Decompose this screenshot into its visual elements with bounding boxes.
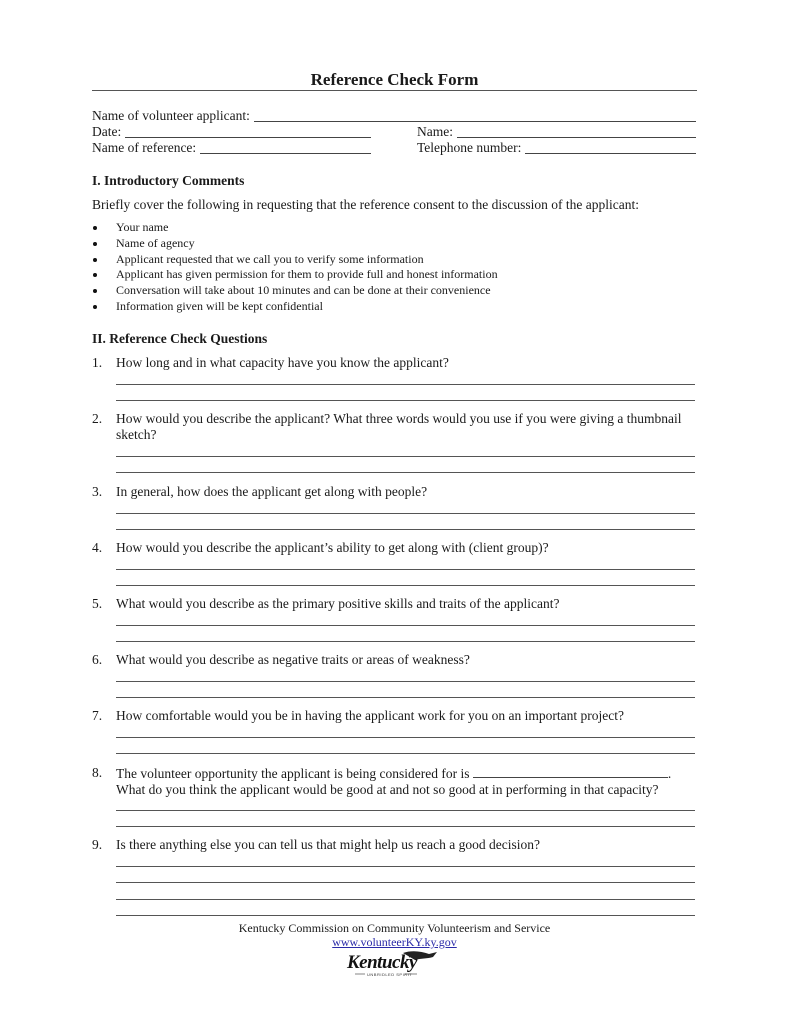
answer-line-q2-2[interactable]: [116, 472, 695, 473]
answer-line-q9-1[interactable]: [116, 866, 695, 867]
question-text: How comfortable would you be in having the applicant work for you on an important project?: [116, 708, 624, 723]
answer-line-q8-2[interactable]: [116, 826, 695, 827]
bullet-icon: [93, 242, 97, 246]
name-label: Name:: [417, 124, 453, 139]
question-text: What would you describe as the primary positive skills and traits of the applicant?: [116, 596, 560, 611]
kentucky-logo-icon: [345, 949, 445, 979]
question-number: 6.: [92, 652, 103, 667]
footer-website-link[interactable]: www.volunteerKY.ky.gov: [332, 935, 457, 949]
bullet-item: Conversation will take about 10 minutes and can be done at their convenience: [92, 283, 498, 299]
volunteer-opportunity-input[interactable]: [473, 765, 668, 778]
bullet-icon: [93, 305, 97, 309]
answer-line-q6-2[interactable]: [116, 697, 695, 698]
name-input[interactable]: [457, 125, 696, 138]
question-3: [92, 484, 697, 500]
volunteer-applicant-field[interactable]: [92, 108, 696, 124]
reference-name-field[interactable]: [92, 140, 371, 156]
footer-link-container: [92, 935, 697, 949]
date-label: Date:: [92, 124, 122, 139]
telephone-input[interactable]: [525, 141, 696, 154]
answer-line-q6-1[interactable]: [116, 681, 695, 682]
answer-line-q4-1[interactable]: [116, 569, 695, 570]
title-divider: [92, 90, 697, 91]
reference-name-input[interactable]: [200, 141, 371, 154]
question-1: [92, 355, 697, 371]
section-intro-text: Briefly cover the following in requesting that the reference consent to the discussion of the applicant:: [92, 197, 639, 212]
question-text: In general, how does the applicant get along with people?: [116, 484, 428, 499]
question-text: How long and in what capacity have you know the applicant?: [116, 355, 449, 370]
section-reference-questions-heading: II. Reference Check Questions: [92, 331, 268, 346]
answer-line-q8-1[interactable]: [116, 810, 695, 811]
question-7: [92, 708, 697, 724]
answer-line-q9-2[interactable]: [116, 882, 695, 883]
answer-line-q5-1[interactable]: [116, 625, 695, 626]
question-8: [92, 765, 697, 798]
answer-line-q1-2[interactable]: [116, 400, 695, 401]
question-2: [92, 411, 697, 443]
bullet-item: Name of agency: [92, 236, 498, 252]
bullet-item: Applicant requested that we call you to verify some information: [92, 252, 498, 268]
telephone-label: Telephone number:: [417, 140, 522, 155]
form-title: Reference Check Form: [310, 70, 479, 89]
answer-line-q3-2[interactable]: [116, 529, 695, 530]
name-field[interactable]: [417, 124, 696, 140]
answer-line-q9-3[interactable]: [116, 899, 695, 900]
answer-line-q7-1[interactable]: [116, 737, 695, 738]
question-9: [92, 837, 697, 853]
telephone-field[interactable]: [417, 140, 696, 156]
footer-organization: Kentucky Commission on Community Volunteerism and Service: [238, 921, 551, 935]
answer-line-q4-2[interactable]: [116, 585, 695, 586]
question-number: 4.: [92, 540, 103, 555]
question-number: 3.: [92, 484, 103, 499]
bullet-item: Applicant has given permission for them to provide full and honest information: [92, 267, 498, 283]
introductory-bullet-list: [92, 220, 498, 315]
volunteer-applicant-label: Name of volunteer applicant:: [92, 108, 250, 123]
bullet-icon: [93, 258, 97, 262]
answer-line-q5-2[interactable]: [116, 641, 695, 642]
answer-line-q9-4[interactable]: [116, 915, 695, 916]
question-number: 2.: [92, 411, 103, 426]
question-text: What would you describe as negative traits or areas of weakness?: [116, 652, 470, 667]
question-text: How would you describe the applicant? What three words would you use if you were giving a thumbnail sketch?: [116, 411, 682, 442]
question-number: 5.: [92, 596, 103, 611]
question-text: The volunteer opportunity the applicant is being considered for is . What do you think the applicant would be good at and not so good at in performing in that capacity?: [116, 766, 672, 797]
question-number: 1.: [92, 355, 103, 370]
answer-line-q2-1[interactable]: [116, 456, 695, 457]
question-text: How would you describe the applicant’s ability to get along with (client group)?: [116, 540, 549, 555]
svg-text:Kentucky: Kentucky: [347, 952, 417, 973]
question-text: Is there anything else you can tell us that might help us reach a good decision?: [116, 837, 541, 852]
bullet-icon: [93, 226, 97, 230]
question-5: [92, 596, 697, 612]
bullet-item: Your name: [92, 220, 498, 236]
answer-line-q1-1[interactable]: [116, 384, 695, 385]
date-input[interactable]: [125, 125, 371, 138]
answer-line-q3-1[interactable]: [116, 513, 695, 514]
question-number: 9.: [92, 837, 103, 852]
question-number: 8.: [92, 765, 103, 780]
section-introductory-comments-heading: I. Introductory Comments: [92, 173, 245, 188]
date-field[interactable]: [92, 124, 371, 140]
svg-text:UNBRIDLED SPIRIT: UNBRIDLED SPIRIT: [367, 972, 413, 977]
bullet-icon: [93, 289, 97, 293]
reference-name-label: Name of reference:: [92, 140, 197, 155]
question-4: [92, 540, 697, 556]
question-6: [92, 652, 697, 668]
bullet-icon: [93, 273, 97, 277]
answer-line-q7-2[interactable]: [116, 753, 695, 754]
bullet-item: Information given will be kept confidential: [92, 299, 498, 315]
question-number: 7.: [92, 708, 103, 723]
volunteer-applicant-input[interactable]: [254, 109, 696, 122]
